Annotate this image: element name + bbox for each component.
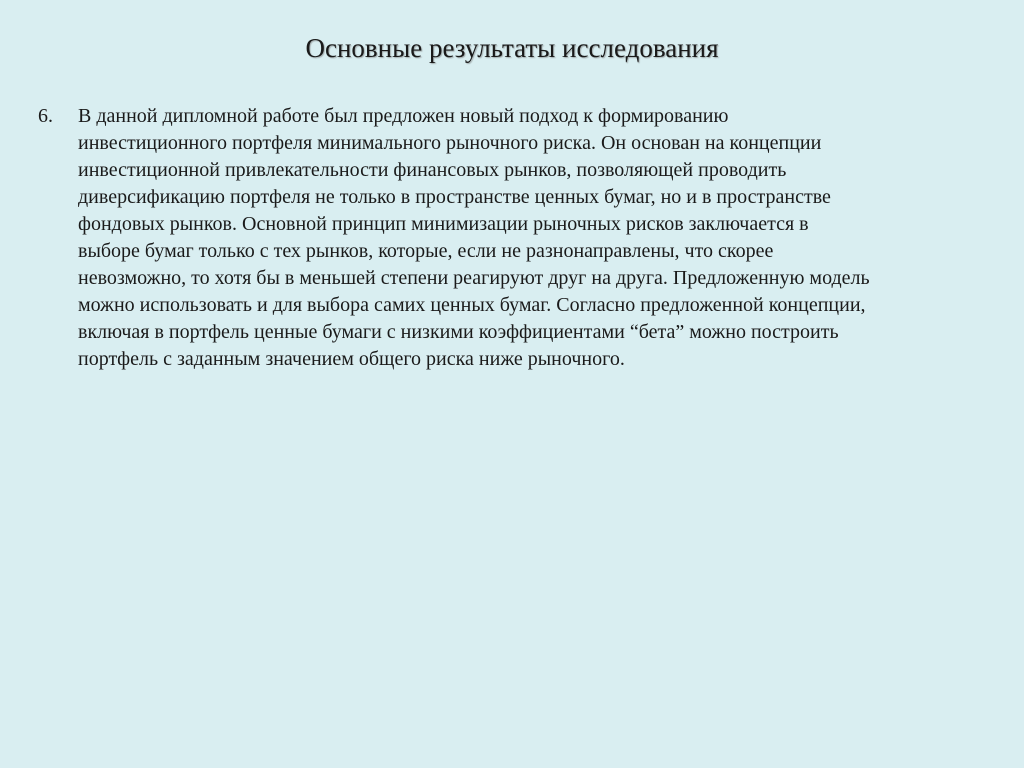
point-text-line: инвестиционного портфеля минимального рыночного риска. Он основан на концепции bbox=[78, 132, 822, 154]
point-text-line: В данной дипломной работе был предложен новый подход к формированию bbox=[78, 105, 729, 127]
point-text-line: диверсификацию портфеля не только в пространстве ценных бумаг, но и в пространстве bbox=[78, 186, 831, 208]
point-text-line: портфель с заданным значением общего риска ниже рыночного. bbox=[78, 348, 625, 370]
point-text-line: выборе бумаг только с тех рынков, которые, если не разнонаправлены, что скорее bbox=[78, 240, 774, 262]
point-text-line: включая в портфель ценные бумаги с низкими коэффициентами “бета” можно построить bbox=[78, 321, 839, 343]
point-text-line: фондовых рынков. Основной принцип минимизации рыночных рисков заключается в bbox=[78, 213, 809, 235]
numbered-point bbox=[38, 103, 988, 373]
point-number: 6. bbox=[38, 105, 53, 127]
slide-title: Основные результаты исследования bbox=[305, 33, 719, 63]
point-text-line: можно использовать и для выбора самих ценных бумаг. Согласно предложенной концепции, bbox=[78, 294, 866, 316]
point-text bbox=[78, 103, 988, 373]
point-text-line: инвестиционной привлекательности финансовых рынков, позволяющей проводить bbox=[78, 159, 787, 181]
point-text-line: невозможно, то хотя бы в меньшей степени реагируют друг на друга. Предложенную модель bbox=[78, 267, 870, 289]
